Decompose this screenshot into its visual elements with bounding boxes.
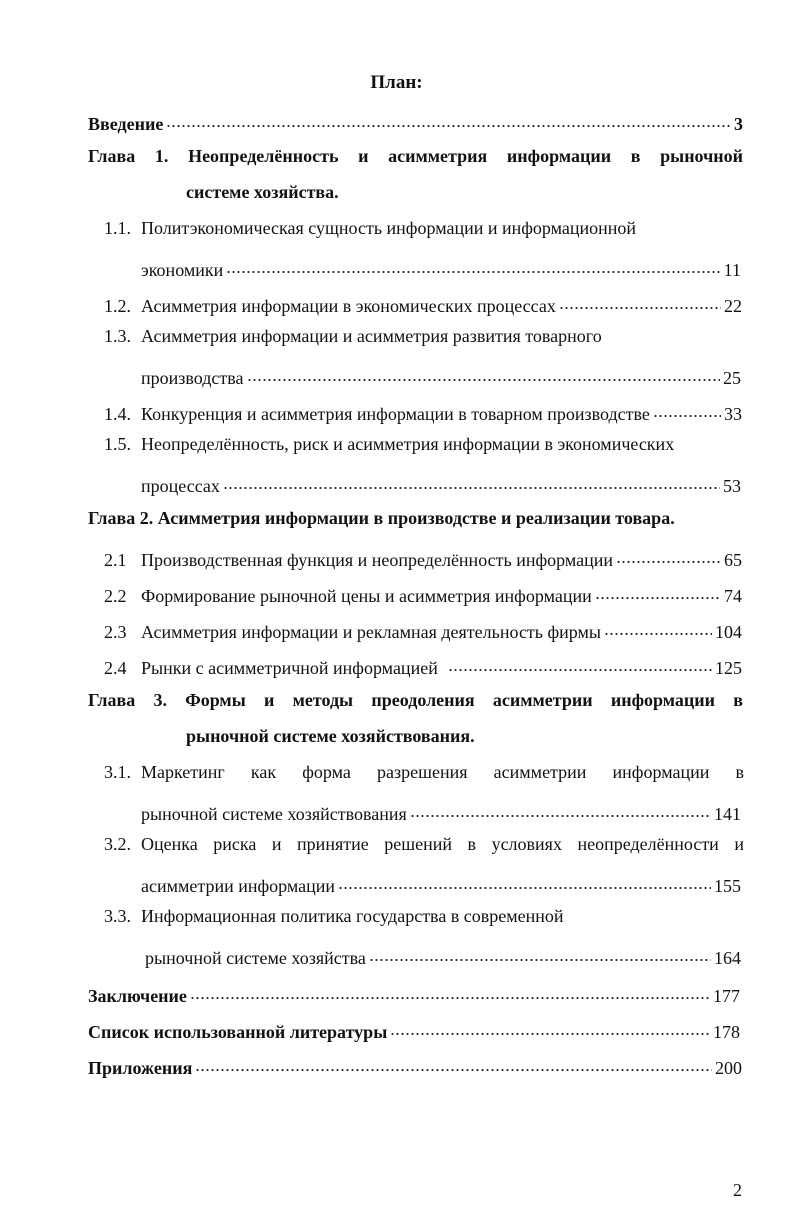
leader-dots <box>190 980 710 1002</box>
leader-dots <box>616 544 721 566</box>
section-title: Асимметрия информации и рекламная деятельность фирмы <box>141 622 602 642</box>
section-page: 104 <box>715 622 742 642</box>
section-page: 125 <box>715 658 742 678</box>
toc-entry-1-1 <box>104 218 744 244</box>
chapter-heading-line: Глава 3. Формы и методы преодоления асимметрии информации в <box>88 690 743 710</box>
chapter-heading-line: рыночной системе хозяйствования. <box>186 726 475 746</box>
chapter-3-heading-cont <box>186 726 726 752</box>
toc-entry-3-1-cont <box>141 798 741 824</box>
toc-entry-2-2 <box>104 580 742 606</box>
toc-entry-3-1 <box>104 762 744 788</box>
section-number: 3.2. <box>104 834 131 854</box>
toc-entry-label: Список использованной литературы <box>88 1022 388 1042</box>
leader-dots <box>595 580 721 602</box>
section-title: Оценка риска и принятие решений в условиях неопределённости и <box>141 834 744 854</box>
chapter-3-heading <box>88 690 743 716</box>
section-title: Асимметрия информации и асимметрия развития товарного <box>141 326 602 346</box>
leader-dots <box>369 942 711 964</box>
section-number: 3.3. <box>104 906 131 926</box>
section-page: 53 <box>723 476 741 496</box>
section-number: 1.4. <box>104 404 131 424</box>
section-title-cont: асимметрии информации <box>141 876 336 896</box>
section-page: 11 <box>723 260 741 280</box>
section-number: 1.2. <box>104 296 131 316</box>
section-number: 2.1 <box>104 550 127 570</box>
toc-entry-appendix <box>88 1052 742 1078</box>
section-title: Политэкономическая сущность информации и информационной <box>141 218 637 238</box>
leader-dots <box>390 1016 710 1038</box>
section-number: 2.4 <box>104 658 127 678</box>
toc-entry-intro <box>88 108 743 134</box>
section-page: 155 <box>714 876 741 896</box>
toc-entry-3-3 <box>104 906 744 932</box>
leader-dots <box>653 398 721 420</box>
chapter-heading-line: Глава 1. Неопределённость и асимметрия информации в рыночной <box>88 146 743 166</box>
section-number: 2.3 <box>104 622 127 642</box>
leader-dots <box>195 1052 712 1074</box>
page-number: 2 <box>733 1180 742 1200</box>
section-title: Информационная политика государства в современной <box>141 906 564 926</box>
toc-entry-page: 3 <box>734 114 743 134</box>
toc-entry-2-4 <box>104 652 742 678</box>
toc-entry-label: Заключение <box>88 986 187 1006</box>
leader-dots <box>559 290 721 312</box>
leader-dots <box>223 470 720 492</box>
section-number: 1.1. <box>104 218 131 238</box>
toc-entry-conclusion <box>88 980 740 1006</box>
section-number: 1.3. <box>104 326 131 346</box>
toc-entry-page: 177 <box>713 986 740 1006</box>
section-number: 3.1. <box>104 762 131 782</box>
section-page: 22 <box>724 296 742 316</box>
toc-entry-references <box>88 1016 740 1042</box>
page-title: План: <box>370 72 423 93</box>
section-title: Рынки с асимметричной информацией <box>141 658 438 678</box>
toc-entry-2-3 <box>104 616 742 642</box>
toc-entry-3-3-cont <box>145 942 741 968</box>
section-page: 141 <box>714 804 741 824</box>
toc-entry-page: 200 <box>715 1058 742 1078</box>
leader-dots <box>226 254 720 276</box>
toc-entry-1-3-cont <box>141 362 741 388</box>
leader-dots <box>166 108 731 130</box>
toc-entry-1-4 <box>104 398 742 424</box>
toc-entry-label: Приложения <box>88 1058 193 1078</box>
leader-dots <box>448 652 712 674</box>
leader-dots <box>604 616 712 638</box>
section-number: 1.5. <box>104 434 131 454</box>
leader-dots <box>410 798 711 820</box>
section-title-cont: экономики <box>141 260 224 280</box>
leader-dots <box>247 362 721 384</box>
section-title: Неопределённость, риск и асимметрия информации в экономических <box>141 434 675 454</box>
chapter-1-heading-cont <box>186 182 726 208</box>
toc-entry-2-1 <box>104 544 742 570</box>
section-page: 25 <box>723 368 741 388</box>
section-title-cont: рыночной системе хозяйствования <box>141 804 407 824</box>
toc-entry-label: Введение <box>88 114 164 134</box>
section-title: Маркетинг как форма разрешения асимметрии информации в <box>141 762 744 782</box>
section-title: Производственная функция и неопределённость информации <box>141 550 614 570</box>
toc-entry-page: 178 <box>713 1022 740 1042</box>
toc-entry-1-3 <box>104 326 744 352</box>
toc-entry-3-2-cont <box>141 870 741 896</box>
toc-entry-1-1-cont <box>141 254 741 280</box>
chapter-2-heading <box>88 508 743 534</box>
section-title: Формирование рыночной цены и асимметрия информации <box>141 586 592 606</box>
chapter-heading-line: системе хозяйства. <box>186 182 339 202</box>
section-title: Асимметрия информации в экономических процессах <box>141 296 556 316</box>
section-page: 33 <box>724 404 742 424</box>
leader-dots <box>338 870 711 892</box>
toc-entry-1-2 <box>104 290 742 316</box>
section-page: 74 <box>724 586 742 606</box>
section-page: 164 <box>714 948 741 968</box>
section-title: Конкуренция и асимметрия информации в товарном производстве <box>141 404 650 424</box>
toc-entry-3-2 <box>104 834 744 860</box>
toc-entry-1-5-cont <box>141 470 741 496</box>
section-title-cont: рыночной системе хозяйства <box>145 948 366 968</box>
section-page: 65 <box>724 550 742 570</box>
toc-entry-1-5 <box>104 434 744 460</box>
section-title-cont: производства <box>141 368 244 388</box>
chapter-heading-line: Глава 2. Асимметрия информации в производстве и реализации товара. <box>88 508 675 528</box>
section-number: 2.2 <box>104 586 127 606</box>
section-title-cont: процессах <box>141 476 220 496</box>
chapter-1-heading <box>88 146 743 172</box>
